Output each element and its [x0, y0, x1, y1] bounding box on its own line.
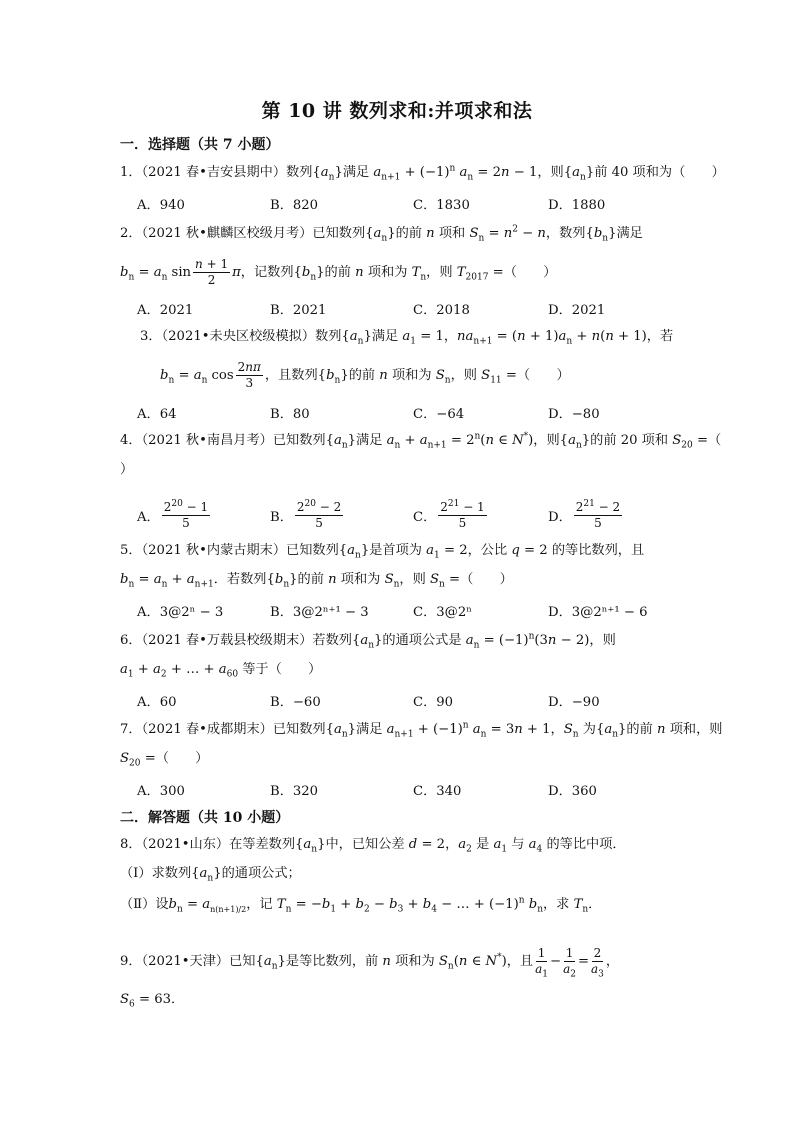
option-a[interactable]: A． $\frac{2^{20} - 1}{5}$: [137, 499, 209, 530]
question-6-options: [137, 691, 677, 711]
question-7-lead: 7．（2021 春•成都期末）已知数列: [120, 722, 326, 737]
section-choice: 一．选择题（共 7 小题）: [120, 137, 280, 153]
question-6-line2: $a_1 + a_2$ + … + $a_{60}$ 等于（ ）: [120, 662, 322, 680]
option-b[interactable]: B．320: [270, 784, 319, 799]
question-8-part1: （Ⅰ）求数列$\{a_n\}$的通项公式；: [120, 866, 301, 884]
question-8-lead: 8．（2021•山东）在等差数列: [120, 837, 296, 852]
question-4-line2: ）: [120, 462, 134, 477]
option-c[interactable]: C．3@2ⁿ: [413, 605, 472, 620]
question-2-options: [137, 299, 677, 319]
option-a[interactable]: A．3@2ⁿ − 3: [137, 605, 224, 620]
option-a[interactable]: A．2021: [137, 303, 194, 318]
option-c[interactable]: C．1830: [413, 198, 470, 213]
question-8-part2: （Ⅱ）设$b_n = a_{n(n+1)/2}$，记 $T_n = -b_1 + b_2 - b_3 + b_4$ − … + $(-1)^n$ $b_n$，求 $T_n$．: [120, 895, 602, 915]
option-b[interactable]: B．80: [270, 407, 310, 422]
question-3-options: [137, 403, 677, 423]
question-3-line2: $b_n = a_n$ cos $\frac{2n\pi}{3}$ ，且数列$\{b_n\}$的前 n 项和为 $S_n$，则 $S_{11}$ =（ ）: [160, 360, 570, 390]
question-7-line2: $S_{20}$ =（ ）: [120, 751, 209, 769]
question-5-line2: $b_n = a_n + a_{n+1}$．若数列$\{b_n\}$的前 n 项和为 $S_n$，则 $S_n$ =（ ）: [120, 572, 513, 590]
option-a[interactable]: A．64: [137, 407, 177, 422]
option-d[interactable]: D． $\frac{2^{21} - 2}{5}$: [548, 499, 621, 530]
option-b[interactable]: B．3@2ⁿ⁺¹ − 3: [270, 605, 369, 620]
option-d[interactable]: D．−90: [548, 695, 600, 710]
option-d[interactable]: D．1880: [548, 198, 606, 213]
question-5-lead: 5．（2021 秋•内蒙古期末）已知数列: [120, 543, 339, 558]
option-d-label: D．: [548, 510, 572, 525]
option-c-label: C．: [413, 510, 437, 525]
question-1-options: [137, 194, 677, 214]
option-c[interactable]: C．2018: [413, 303, 470, 318]
option-b[interactable]: B．820: [270, 198, 319, 213]
option-c[interactable]: C．−64: [413, 407, 465, 422]
option-d[interactable]: D．360: [548, 784, 597, 799]
question-7-options: [137, 780, 677, 800]
question-2-lead: 2．（2021 秋•麒麟区校级月考）已知数列: [120, 226, 366, 241]
option-a[interactable]: A．60: [137, 695, 177, 710]
question-9: 9．（2021•天津）已知$\{a_n\}$是等比数列，前 n 项和为 $S_n(n$ ∈ N*)，且 $\frac{1}{a_1}$ − $\frac{1}{a_2}$ = $\frac{2}{a_3}$ ，: [120, 946, 620, 980]
question-3: 3．（2021•未央区校级模拟）数列$\{a_n\}$满足 $a_1 = 1$，$na_{n+1} = (n + 1)a_n + n(n + 1)$，若: [140, 329, 674, 347]
question-3-lead: 3．（2021•未央区校级模拟）数列: [140, 329, 342, 344]
question-8-part2-lead: （Ⅱ）设: [120, 897, 169, 912]
question-1-lead: 1．（2021 春•吉安县期中）数列: [120, 165, 313, 180]
question-8: 8．（2021•山东）在等差数列$\{a_n\}$中，已知公差 d = 2，$a_2$ 是 $a_1$ 与 $a_4$ 的等比中项．: [120, 837, 626, 855]
option-b-label: B．: [270, 510, 293, 525]
option-c[interactable]: C． $\frac{2^{21} - 1}{5}$: [413, 499, 485, 530]
question-4-lead: 4．（2021 秋•南昌月考）已知数列: [120, 433, 326, 448]
option-d[interactable]: D．3@2ⁿ⁺¹ − 6: [548, 605, 648, 620]
question-4: 4．（2021 秋•南昌月考）已知数列$\{a_n\}$满足 $a_n + a_{n+1} = 2^n(n$ ∈ N*)，则$\{a_n\}$的前 20 项和 $S_{20}$ =（: [120, 431, 722, 451]
option-d[interactable]: D．−80: [548, 407, 600, 422]
question-5: 5．（2021 秋•内蒙古期末）已知数列$\{a_n\}$是首项为 $a_1 = 2$，公比 q = 2 的等比数列，且: [120, 543, 645, 561]
question-9-lead: 9．（2021•天津）已知: [120, 954, 256, 969]
section-answer: 二．解答题（共 10 小题）: [120, 810, 290, 826]
option-c[interactable]: C．90: [413, 695, 454, 710]
question-7: 7．（2021 春•成都期末）已知数列$\{a_n\}$满足 $a_{n+1} + (-1)^n$ $a_n = 3n + 1$，$S_n$ 为$\{a_n\}$的前 n 项和，则: [120, 720, 723, 740]
question-2: 2．（2021 秋•麒麟区校级月考）已知数列$\{a_n\}$的前 n 项和 $S_n = n^2 - n$，数列$\{b_n\}$满足: [120, 224, 643, 244]
option-a[interactable]: A．300: [137, 784, 185, 799]
question-6: 6．（2021 春•万载县校级期末）若数列$\{a_n\}$的通项公式是 $a_n = (-1)^n(3n - 2)$，则: [120, 631, 616, 651]
question-5-options: [137, 601, 677, 621]
question-6-lead: 6．（2021 春•万载县校级期末）若数列: [120, 633, 352, 648]
question-4-options: [137, 500, 677, 530]
page-title: 第 10 讲 数列求和:并项求和法: [261, 100, 533, 122]
option-b[interactable]: B． $\frac{2^{20} - 2}{5}$: [270, 499, 342, 530]
option-a[interactable]: A．940: [137, 198, 185, 213]
option-a-label: A．: [137, 510, 160, 525]
question-2-line2: $b_n = a_n$ sin $\frac{n + 1}{2}$ π，记数列$\{b_n\}$的前 n 项和为 $T_n$，则 $T_{2017}$ =（ ）: [120, 257, 557, 287]
option-b[interactable]: B．−60: [270, 695, 321, 710]
question-9-line2: $S_6 = 63$．: [120, 992, 185, 1010]
question-1: 1．（2021 春•吉安县期中）数列$\{a_n\}$满足 $a_{n+1} + (-1)^n$ $a_n = 2n - 1$，则$\{a_n\}$前 40 项和为（ ）: [120, 163, 725, 183]
option-c[interactable]: C．340: [413, 784, 462, 799]
question-8-part1-lead: （Ⅰ）求数列: [120, 866, 192, 881]
option-d[interactable]: D．2021: [548, 303, 606, 318]
option-b[interactable]: B．2021: [270, 303, 327, 318]
